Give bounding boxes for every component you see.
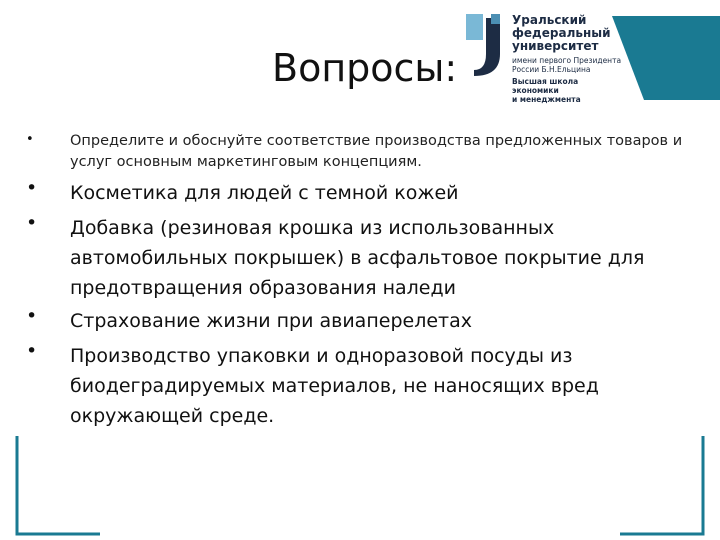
bullet-text-line: предотвращения образования наледи xyxy=(70,277,456,299)
university-logo-text xyxy=(512,14,621,104)
logo-school-line: экономики xyxy=(512,86,559,95)
bullet-text-line: Косметика для людей с темной кожей xyxy=(70,182,459,204)
logo-name-line: университет xyxy=(512,39,599,53)
bullet-marker: • xyxy=(26,132,34,147)
logo-school-line: и менеджмента xyxy=(512,95,581,104)
logo-accent-band xyxy=(612,14,720,100)
intro-text-line: услуг основным маркетинговым концепциям. xyxy=(70,154,422,170)
university-logo-mark-icon xyxy=(466,14,508,76)
bullet-text-line: автомобильных покрышек) в асфальтовое покрытие для xyxy=(70,247,645,269)
bullet-text-line: окружающей среде. xyxy=(70,405,275,427)
university-logo xyxy=(466,14,720,104)
logo-school-line: Высшая школа xyxy=(512,77,579,86)
logo-subtitle-line: имени первого Президента xyxy=(512,56,622,65)
slide-title: Вопросы: xyxy=(272,46,458,90)
bullet-marker: • xyxy=(26,212,38,234)
logo-subtitle-line: России Б.Н.Ельцина xyxy=(512,65,591,74)
logo-name-line: федеральный xyxy=(512,26,611,40)
bullet-text-line: биодеградируемых материалов, не наносящих вред xyxy=(70,375,599,397)
intro-text-line: Определите и обоснуйте соответствие производства предложенных товаров и xyxy=(70,133,683,149)
logo-name-line: Уральский xyxy=(512,13,587,27)
decorative-corner-frame xyxy=(0,430,720,540)
bullet-text-line: Добавка (резиновая крошка из использованных xyxy=(70,217,555,239)
bullet-marker: • xyxy=(26,340,38,362)
bullet-text-line: Страхование жизни при авиаперелетах xyxy=(70,310,472,332)
bullet-marker: • xyxy=(26,305,38,327)
bullet-text-line: Производство упаковки и одноразовой посуды из xyxy=(70,345,573,367)
bullet-marker: • xyxy=(26,177,38,199)
